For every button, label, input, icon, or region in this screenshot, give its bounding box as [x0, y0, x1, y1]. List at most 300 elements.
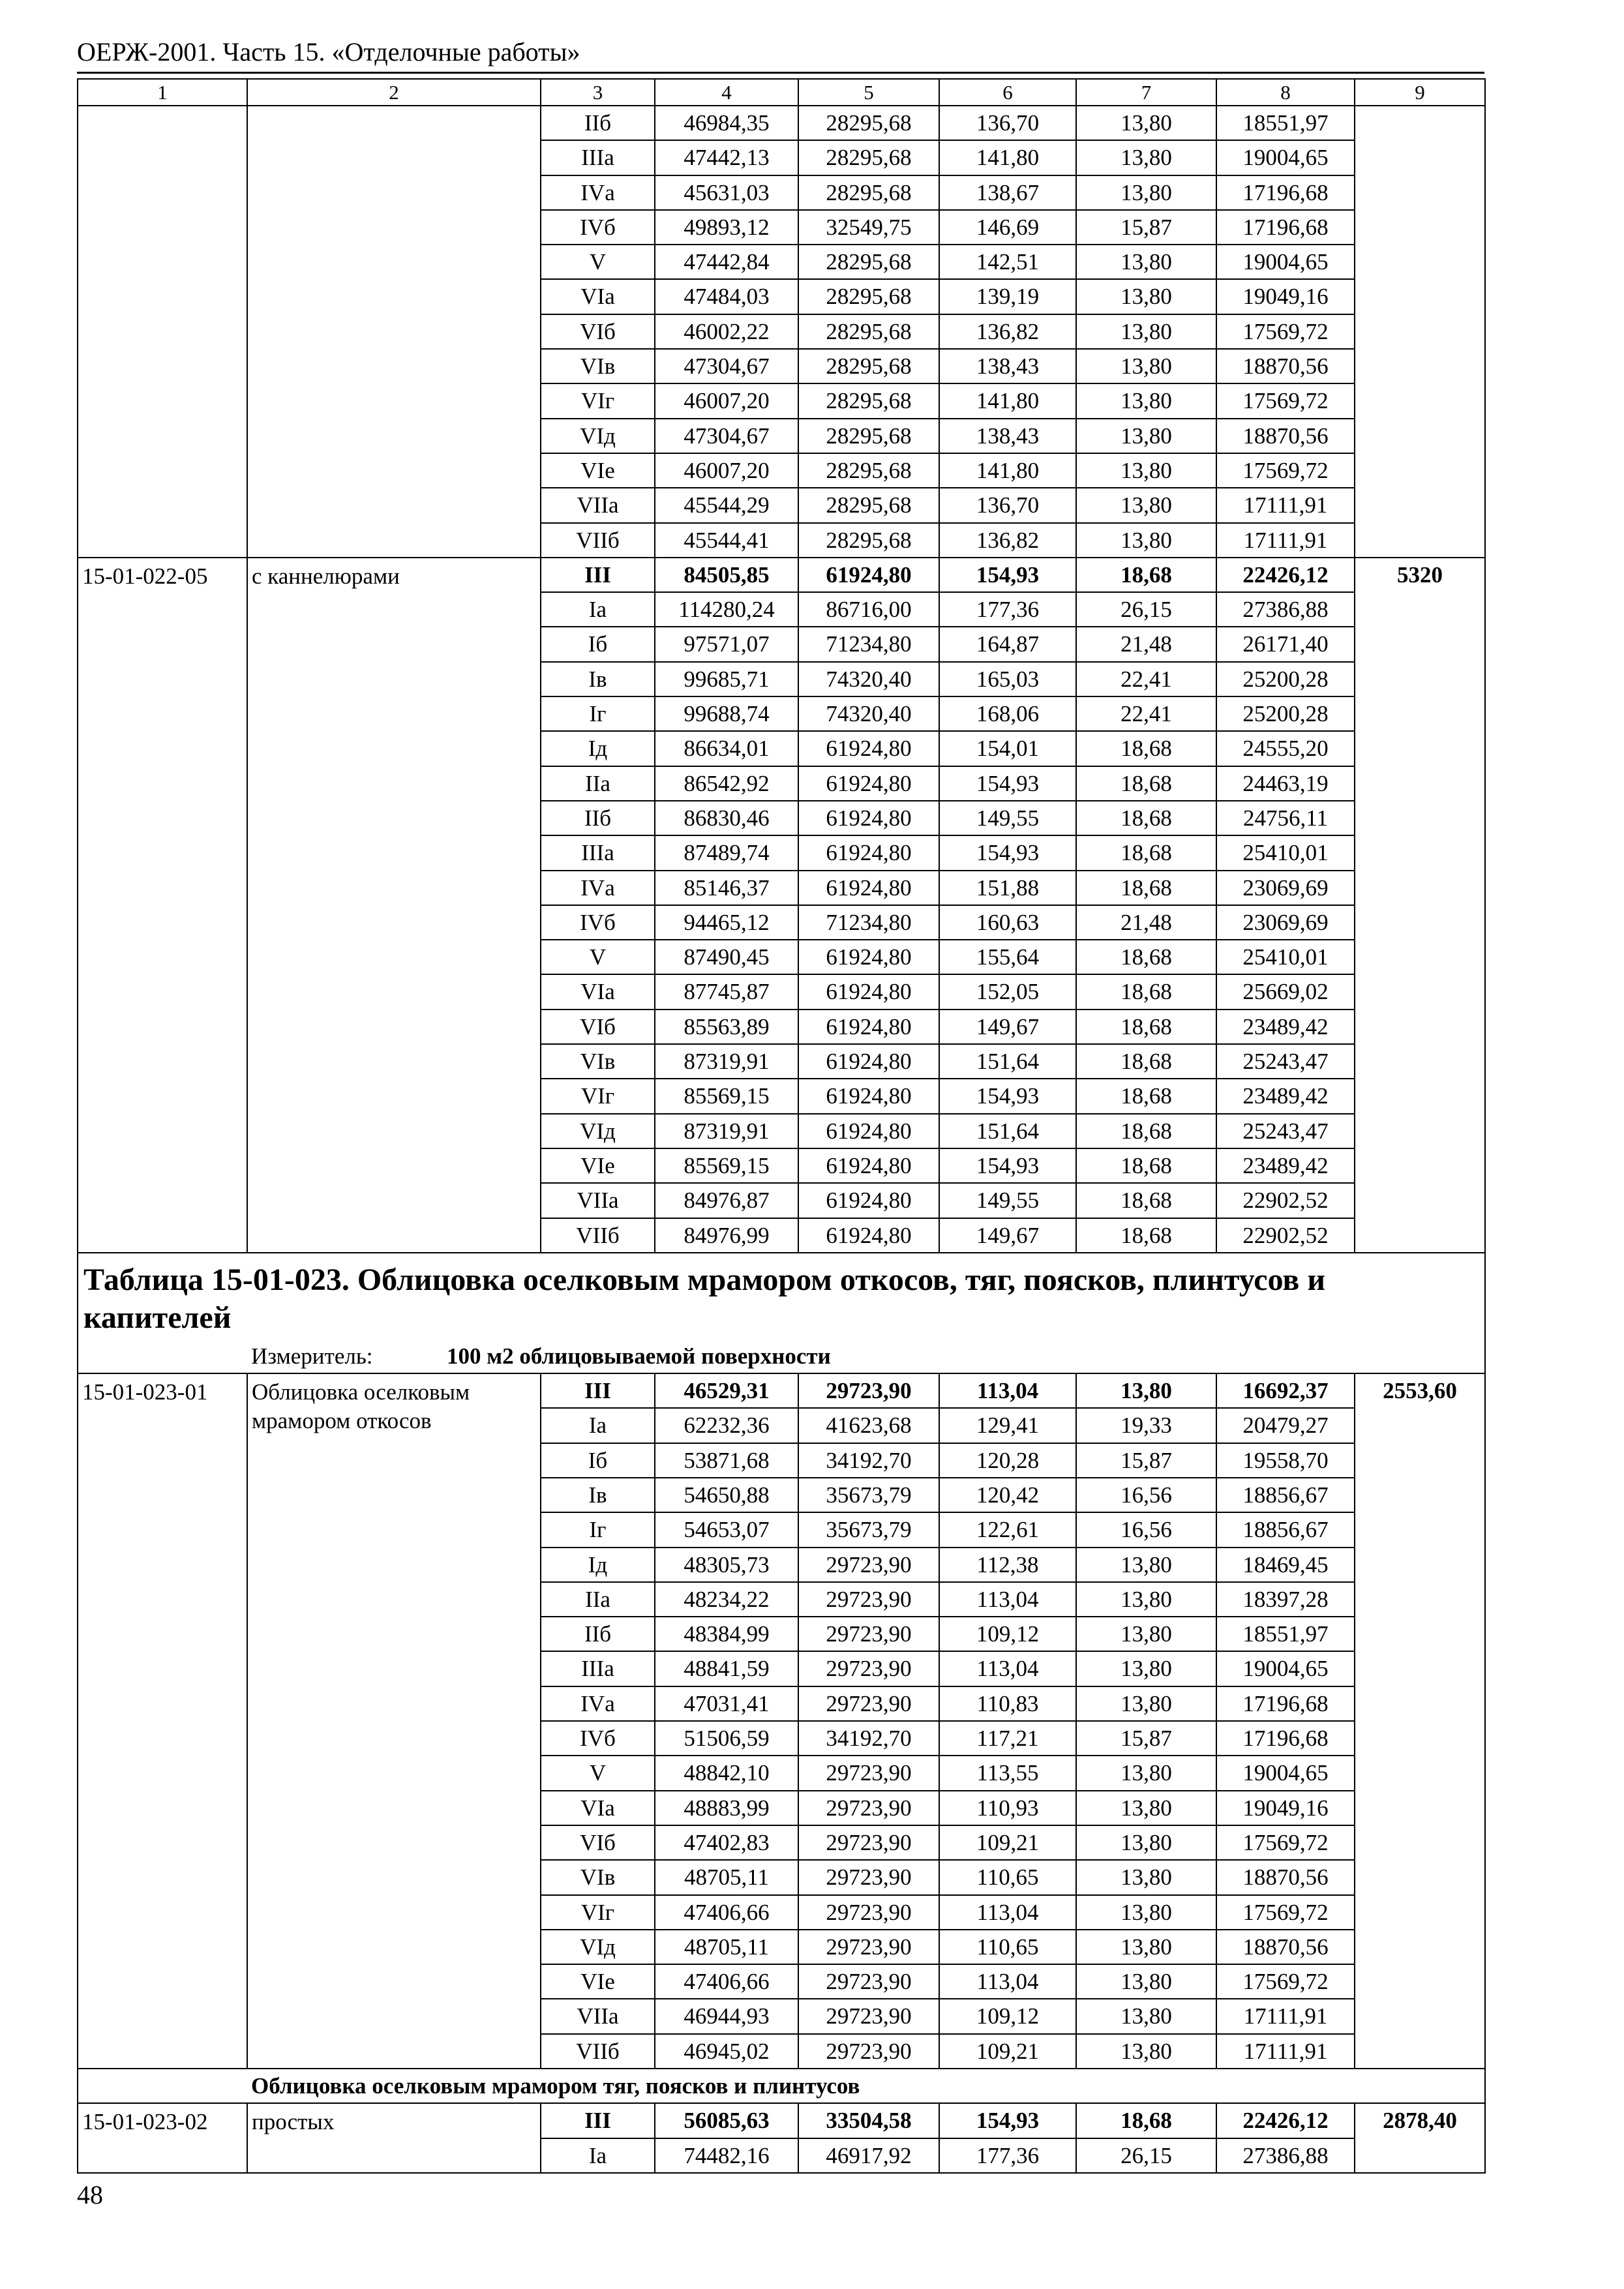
- value-cell: 109,12: [939, 1999, 1076, 2033]
- value-cell: 18,68: [1076, 835, 1216, 870]
- rate-code: 15-01-023-02: [78, 2103, 247, 2173]
- zone-cell: IIа: [541, 1582, 655, 1617]
- header-rule: [77, 72, 1484, 74]
- value-cell: 29723,90: [798, 1930, 939, 1964]
- value-cell: 15,87: [1076, 1443, 1216, 1478]
- value-cell: 17196,68: [1216, 1686, 1355, 1721]
- value-cell: 29723,90: [798, 1964, 939, 1999]
- value-cell: 16,56: [1076, 1478, 1216, 1512]
- value-cell: 35673,79: [798, 1478, 939, 1512]
- value-cell: 46002,22: [655, 314, 798, 349]
- value-cell: 61924,80: [798, 1044, 939, 1079]
- zone-cell: VIIа: [541, 1999, 655, 2033]
- value-cell: 47484,03: [655, 279, 798, 314]
- value-cell: 29723,90: [798, 1582, 939, 1617]
- value-cell: 29723,90: [798, 1651, 939, 1686]
- value-cell: 22,41: [1076, 696, 1216, 731]
- value-cell: 23489,42: [1216, 1079, 1355, 1113]
- value-cell: 28295,68: [798, 106, 939, 140]
- column-number: 4: [655, 79, 798, 106]
- value-cell: 113,04: [939, 1373, 1076, 1408]
- value-cell: 61924,80: [798, 1148, 939, 1183]
- value-cell: 61924,80: [798, 731, 939, 766]
- value-cell: 48705,11: [655, 1930, 798, 1964]
- zone-cell: V: [541, 940, 655, 974]
- value-cell: 152,05: [939, 974, 1076, 1009]
- value-cell: 28295,68: [798, 314, 939, 349]
- value-cell: 18,68: [1076, 1148, 1216, 1183]
- value-cell: 136,70: [939, 106, 1076, 140]
- table-row: [78, 1373, 1485, 1408]
- value-cell: 13,80: [1076, 1930, 1216, 1964]
- zone-cell: IVб: [541, 210, 655, 245]
- value-cell: 85146,37: [655, 871, 798, 905]
- value-cell: 47406,66: [655, 1964, 798, 1999]
- price-table: [77, 78, 1486, 2174]
- value-cell: 13,80: [1076, 2034, 1216, 2069]
- value-cell: 18,68: [1076, 731, 1216, 766]
- column-number: 7: [1076, 79, 1216, 106]
- zone-cell: IIIа: [541, 1651, 655, 1686]
- zone-cell: IVа: [541, 175, 655, 210]
- value-cell: 13,80: [1076, 383, 1216, 418]
- value-cell: 21,48: [1076, 627, 1216, 661]
- zone-cell: IIб: [541, 106, 655, 140]
- value-cell: 110,93: [939, 1791, 1076, 1825]
- value-cell: 86542,92: [655, 766, 798, 801]
- value-cell: 71234,80: [798, 627, 939, 661]
- zone-cell: VIг: [541, 383, 655, 418]
- value-cell: 13,80: [1076, 419, 1216, 453]
- value-cell: 29723,90: [798, 2034, 939, 2069]
- value-cell: 138,43: [939, 349, 1076, 383]
- value-cell: 13,80: [1076, 1548, 1216, 1582]
- value-cell: 87490,45: [655, 940, 798, 974]
- value-cell: 18,68: [1076, 1079, 1216, 1113]
- value-cell: 28295,68: [798, 175, 939, 210]
- value-cell: 149,55: [939, 801, 1076, 835]
- rate-col9: 2878,40: [1355, 2103, 1485, 2173]
- value-cell: 28295,68: [798, 383, 939, 418]
- value-cell: 61924,80: [798, 835, 939, 870]
- value-cell: 41623,68: [798, 1408, 939, 1443]
- value-cell: 47442,13: [655, 140, 798, 175]
- column-number: 2: [247, 79, 541, 106]
- zone-cell: VIд: [541, 1114, 655, 1148]
- value-cell: 13,80: [1076, 523, 1216, 558]
- value-cell: 74320,40: [798, 696, 939, 731]
- value-cell: 46917,92: [798, 2138, 939, 2173]
- value-cell: 113,04: [939, 1895, 1076, 1930]
- column-number: 6: [939, 79, 1076, 106]
- value-cell: 61924,80: [798, 558, 939, 592]
- value-cell: 71234,80: [798, 905, 939, 940]
- value-cell: 177,36: [939, 592, 1076, 627]
- value-cell: 13,80: [1076, 1999, 1216, 2033]
- value-cell: 29723,90: [798, 1791, 939, 1825]
- value-cell: 13,80: [1076, 1651, 1216, 1686]
- value-cell: 15,87: [1076, 1721, 1216, 1756]
- value-cell: 29723,90: [798, 1895, 939, 1930]
- value-cell: 13,80: [1076, 279, 1216, 314]
- rate-col9: 5320: [1355, 558, 1485, 1253]
- value-cell: 61924,80: [798, 1218, 939, 1253]
- value-cell: 141,80: [939, 140, 1076, 175]
- value-cell: 16,56: [1076, 1512, 1216, 1547]
- zone-cell: VIв: [541, 1860, 655, 1894]
- rate-description: Облицовка оселковым мрамором откосов: [247, 1373, 541, 2069]
- value-cell: 13,80: [1076, 245, 1216, 279]
- value-cell: 23069,69: [1216, 905, 1355, 940]
- value-cell: 17111,91: [1216, 1999, 1355, 2033]
- measure-label: Измеритель:: [251, 1343, 373, 1369]
- value-cell: 18,68: [1076, 801, 1216, 835]
- zone-cell: Iб: [541, 1443, 655, 1478]
- measure-row: [78, 1339, 1485, 1373]
- value-cell: 17196,68: [1216, 1721, 1355, 1756]
- column-number-row: [78, 79, 1485, 106]
- value-cell: 56085,63: [655, 2103, 798, 2138]
- value-cell: 120,28: [939, 1443, 1076, 1478]
- value-cell: 19,33: [1076, 1408, 1216, 1443]
- value-cell: 120,42: [939, 1478, 1076, 1512]
- value-cell: 61924,80: [798, 1079, 939, 1113]
- table-title: Таблица 15-01-023. Облицовка оселковым мрамором откосов, тяг, поясков, плинтусов и капителей: [78, 1253, 1485, 1339]
- zone-cell: IVа: [541, 1686, 655, 1721]
- value-cell: 84976,99: [655, 1218, 798, 1253]
- value-cell: 85569,15: [655, 1148, 798, 1183]
- value-cell: 45544,29: [655, 488, 798, 522]
- zone-cell: VIб: [541, 1010, 655, 1044]
- value-cell: 154,93: [939, 1079, 1076, 1113]
- value-cell: 97571,07: [655, 627, 798, 661]
- measure-spacer: [78, 1339, 247, 1373]
- value-cell: 136,82: [939, 523, 1076, 558]
- value-cell: 84976,87: [655, 1183, 798, 1218]
- value-cell: 149,67: [939, 1218, 1076, 1253]
- value-cell: 29723,90: [798, 1617, 939, 1651]
- value-cell: 33504,58: [798, 2103, 939, 2138]
- zone-cell: VIIа: [541, 488, 655, 522]
- rate-col9: 2553,60: [1355, 1373, 1485, 2069]
- value-cell: 29723,90: [798, 1825, 939, 1860]
- zone-cell: VIа: [541, 279, 655, 314]
- zone-cell: VIIб: [541, 523, 655, 558]
- rate-col9: [1355, 106, 1485, 558]
- value-cell: 13,80: [1076, 1964, 1216, 1999]
- value-cell: 48384,99: [655, 1617, 798, 1651]
- value-cell: 61924,80: [798, 766, 939, 801]
- value-cell: 29723,90: [798, 1686, 939, 1721]
- value-cell: 22902,52: [1216, 1183, 1355, 1218]
- table-row: [78, 2103, 1485, 2138]
- value-cell: 109,12: [939, 1617, 1076, 1651]
- value-cell: 112,38: [939, 1548, 1076, 1582]
- value-cell: 87745,87: [655, 974, 798, 1009]
- value-cell: 28295,68: [798, 245, 939, 279]
- value-cell: 110,83: [939, 1686, 1076, 1721]
- value-cell: 21,48: [1076, 905, 1216, 940]
- value-cell: 146,69: [939, 210, 1076, 245]
- value-cell: 46945,02: [655, 2034, 798, 2069]
- zone-cell: VIб: [541, 1825, 655, 1860]
- value-cell: 25410,01: [1216, 835, 1355, 870]
- value-cell: 113,04: [939, 1582, 1076, 1617]
- value-cell: 18,68: [1076, 558, 1216, 592]
- value-cell: 18,68: [1076, 1218, 1216, 1253]
- value-cell: 151,64: [939, 1044, 1076, 1079]
- value-cell: 13,80: [1076, 349, 1216, 383]
- value-cell: 46007,20: [655, 383, 798, 418]
- value-cell: 46007,20: [655, 453, 798, 488]
- value-cell: 61924,80: [798, 1010, 939, 1044]
- value-cell: 74482,16: [655, 2138, 798, 2173]
- value-cell: 17569,72: [1216, 383, 1355, 418]
- zone-cell: Iа: [541, 2138, 655, 2173]
- zone-cell: Iв: [541, 1478, 655, 1512]
- value-cell: 18856,67: [1216, 1478, 1355, 1512]
- value-cell: 28295,68: [798, 523, 939, 558]
- value-cell: 99685,71: [655, 662, 798, 696]
- value-cell: 13,80: [1076, 1895, 1216, 1930]
- value-cell: 54650,88: [655, 1478, 798, 1512]
- zone-cell: Iа: [541, 1408, 655, 1443]
- value-cell: 13,80: [1076, 1825, 1216, 1860]
- zone-cell: VIа: [541, 974, 655, 1009]
- value-cell: 19049,16: [1216, 279, 1355, 314]
- value-cell: 149,67: [939, 1010, 1076, 1044]
- rate-description: [247, 106, 541, 558]
- value-cell: 13,80: [1076, 1582, 1216, 1617]
- value-cell: 122,61: [939, 1512, 1076, 1547]
- value-cell: 53871,68: [655, 1443, 798, 1478]
- zone-cell: IIIа: [541, 835, 655, 870]
- page-number: 48: [77, 2180, 103, 2209]
- value-cell: 16692,37: [1216, 1373, 1355, 1408]
- value-cell: 160,63: [939, 905, 1076, 940]
- value-cell: 47406,66: [655, 1895, 798, 1930]
- column-number: 3: [541, 79, 655, 106]
- value-cell: 19558,70: [1216, 1443, 1355, 1478]
- zone-cell: VIIа: [541, 1183, 655, 1218]
- value-cell: 18,68: [1076, 1044, 1216, 1079]
- value-cell: 47304,67: [655, 349, 798, 383]
- value-cell: 18469,45: [1216, 1548, 1355, 1582]
- value-cell: 27386,88: [1216, 2138, 1355, 2173]
- value-cell: 32549,75: [798, 210, 939, 245]
- zone-cell: IIб: [541, 1617, 655, 1651]
- value-cell: 13,80: [1076, 1791, 1216, 1825]
- value-cell: 113,04: [939, 1651, 1076, 1686]
- value-cell: 141,80: [939, 453, 1076, 488]
- value-cell: 22902,52: [1216, 1218, 1355, 1253]
- value-cell: 18870,56: [1216, 1930, 1355, 1964]
- value-cell: 22426,12: [1216, 2103, 1355, 2138]
- value-cell: 48305,73: [655, 1548, 798, 1582]
- zone-cell: Iг: [541, 1512, 655, 1547]
- value-cell: 29723,90: [798, 1756, 939, 1790]
- value-cell: 28295,68: [798, 419, 939, 453]
- value-cell: 34192,70: [798, 1443, 939, 1478]
- value-cell: 18,68: [1076, 871, 1216, 905]
- value-cell: 154,93: [939, 2103, 1076, 2138]
- value-cell: 18,68: [1076, 2103, 1216, 2138]
- rate-description: с каннелюрами: [247, 558, 541, 1253]
- value-cell: 28295,68: [798, 488, 939, 522]
- value-cell: 86830,46: [655, 801, 798, 835]
- zone-cell: III: [541, 558, 655, 592]
- table-title-row: [78, 1253, 1485, 1339]
- zone-cell: IVб: [541, 1721, 655, 1756]
- value-cell: 18856,67: [1216, 1512, 1355, 1547]
- value-cell: 155,64: [939, 940, 1076, 974]
- value-cell: 28295,68: [798, 140, 939, 175]
- value-cell: 13,80: [1076, 1373, 1216, 1408]
- value-cell: 151,64: [939, 1114, 1076, 1148]
- rate-code: 15-01-022-05: [78, 558, 247, 1253]
- zone-cell: Iд: [541, 731, 655, 766]
- value-cell: 18870,56: [1216, 1860, 1355, 1894]
- zone-cell: VIб: [541, 314, 655, 349]
- zone-cell: VIг: [541, 1895, 655, 1930]
- value-cell: 61924,80: [798, 974, 939, 1009]
- value-cell: 142,51: [939, 245, 1076, 279]
- zone-cell: IIIа: [541, 140, 655, 175]
- value-cell: 28295,68: [798, 279, 939, 314]
- value-cell: 25410,01: [1216, 940, 1355, 974]
- value-cell: 113,55: [939, 1756, 1076, 1790]
- value-cell: 13,80: [1076, 140, 1216, 175]
- value-cell: 18870,56: [1216, 419, 1355, 453]
- zone-cell: IVа: [541, 871, 655, 905]
- zone-cell: VIд: [541, 419, 655, 453]
- zone-cell: VIа: [541, 1791, 655, 1825]
- value-cell: 19049,16: [1216, 1791, 1355, 1825]
- zone-cell: VIIб: [541, 2034, 655, 2069]
- subtitle-row: [78, 2069, 1485, 2103]
- value-cell: 61924,80: [798, 940, 939, 974]
- value-cell: 61924,80: [798, 1183, 939, 1218]
- value-cell: 151,88: [939, 871, 1076, 905]
- value-cell: 48883,99: [655, 1791, 798, 1825]
- zone-cell: III: [541, 1373, 655, 1408]
- zone-cell: IVб: [541, 905, 655, 940]
- value-cell: 18,68: [1076, 1010, 1216, 1044]
- value-cell: 15,87: [1076, 210, 1216, 245]
- column-number: 9: [1355, 79, 1485, 106]
- value-cell: 86716,00: [798, 592, 939, 627]
- value-cell: 129,41: [939, 1408, 1076, 1443]
- value-cell: 136,82: [939, 314, 1076, 349]
- value-cell: 149,55: [939, 1183, 1076, 1218]
- value-cell: 94465,12: [655, 905, 798, 940]
- value-cell: 139,19: [939, 279, 1076, 314]
- value-cell: 35673,79: [798, 1512, 939, 1547]
- value-cell: 47402,83: [655, 1825, 798, 1860]
- value-cell: 84505,85: [655, 558, 798, 592]
- value-cell: 17196,68: [1216, 175, 1355, 210]
- value-cell: 48842,10: [655, 1756, 798, 1790]
- value-cell: 25200,28: [1216, 662, 1355, 696]
- table-row: [78, 106, 1485, 140]
- value-cell: 17111,91: [1216, 2034, 1355, 2069]
- zone-cell: VIе: [541, 1148, 655, 1183]
- zone-cell: V: [541, 245, 655, 279]
- value-cell: 17569,72: [1216, 1895, 1355, 1930]
- value-cell: 45544,41: [655, 523, 798, 558]
- value-cell: 45631,03: [655, 175, 798, 210]
- value-cell: 48234,22: [655, 1582, 798, 1617]
- value-cell: 24463,19: [1216, 766, 1355, 801]
- value-cell: 168,06: [939, 696, 1076, 731]
- value-cell: 17569,72: [1216, 1964, 1355, 1999]
- value-cell: 26171,40: [1216, 627, 1355, 661]
- value-cell: 177,36: [939, 2138, 1076, 2173]
- value-cell: 86634,01: [655, 731, 798, 766]
- page-header: ОЕРЖ-2001. Часть 15. «Отделочные работы»: [77, 37, 580, 67]
- value-cell: 87319,91: [655, 1044, 798, 1079]
- section-subtitle: Облицовка оселковым мрамором тяг, поясков и плинтусов: [247, 2069, 1485, 2103]
- value-cell: 87489,74: [655, 835, 798, 870]
- value-cell: 46984,35: [655, 106, 798, 140]
- value-cell: 19004,65: [1216, 245, 1355, 279]
- value-cell: 29723,90: [798, 1860, 939, 1894]
- zone-cell: VIв: [541, 1044, 655, 1079]
- value-cell: 25669,02: [1216, 974, 1355, 1009]
- value-cell: 47304,67: [655, 419, 798, 453]
- value-cell: 19004,65: [1216, 140, 1355, 175]
- zone-cell: V: [541, 1756, 655, 1790]
- value-cell: 61924,80: [798, 801, 939, 835]
- value-cell: 113,04: [939, 1964, 1076, 1999]
- value-cell: 154,93: [939, 558, 1076, 592]
- measure-value: 100 м2 облицовываемой поверхности: [447, 1343, 831, 1369]
- value-cell: 154,93: [939, 835, 1076, 870]
- table-row: [78, 558, 1485, 592]
- value-cell: 17111,91: [1216, 523, 1355, 558]
- value-cell: 74320,40: [798, 662, 939, 696]
- column-number: 8: [1216, 79, 1355, 106]
- value-cell: 48705,11: [655, 1860, 798, 1894]
- value-cell: 29723,90: [798, 1548, 939, 1582]
- value-cell: 87319,91: [655, 1114, 798, 1148]
- value-cell: 13,80: [1076, 106, 1216, 140]
- value-cell: 26,15: [1076, 2138, 1216, 2173]
- value-cell: 23489,42: [1216, 1148, 1355, 1183]
- value-cell: 17569,72: [1216, 314, 1355, 349]
- value-cell: 99688,74: [655, 696, 798, 731]
- value-cell: 47031,41: [655, 1686, 798, 1721]
- value-cell: 141,80: [939, 383, 1076, 418]
- value-cell: 154,01: [939, 731, 1076, 766]
- value-cell: 13,80: [1076, 1860, 1216, 1894]
- value-cell: 23489,42: [1216, 1010, 1355, 1044]
- value-cell: 114280,24: [655, 592, 798, 627]
- value-cell: 13,80: [1076, 1756, 1216, 1790]
- value-cell: 13,80: [1076, 488, 1216, 522]
- value-cell: 46944,93: [655, 1999, 798, 2033]
- value-cell: 13,80: [1076, 175, 1216, 210]
- value-cell: 117,21: [939, 1721, 1076, 1756]
- value-cell: 18551,97: [1216, 106, 1355, 140]
- zone-cell: VIе: [541, 1964, 655, 1999]
- zone-cell: Iг: [541, 696, 655, 731]
- value-cell: 29723,90: [798, 1373, 939, 1408]
- value-cell: 17569,72: [1216, 1825, 1355, 1860]
- value-cell: 34192,70: [798, 1721, 939, 1756]
- value-cell: 17196,68: [1216, 210, 1355, 245]
- value-cell: 164,87: [939, 627, 1076, 661]
